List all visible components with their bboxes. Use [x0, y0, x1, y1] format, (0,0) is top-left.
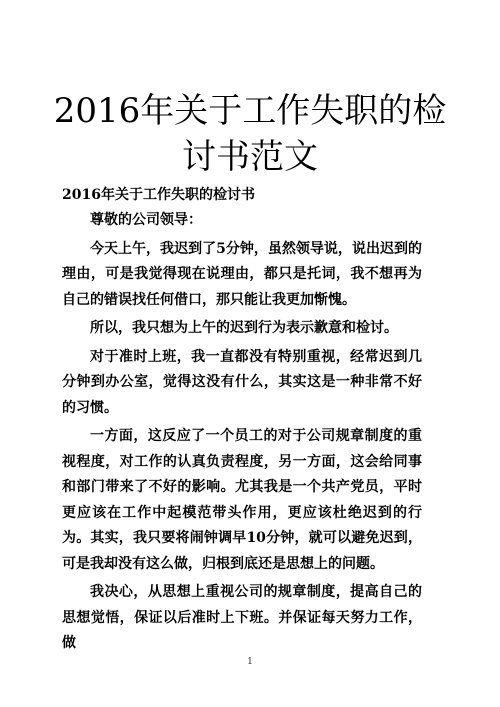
- paragraph: 所以，我只想为上午的迟到行为表示歉意和检讨。: [90, 320, 398, 336]
- paragraph: 一方面，这反应了一个员工的对于公司规章制度的重视程度，对工作的认真负责程度，另一方面，这会给同事和部门带来了不好的影响。尤其我是一个共产党员，平时更应该在工作中起模范带头作用，更应该杜绝迟到的行为。其实，我只要将闹钟调早10分钟，就可以避免迟到，可是我却没有这么做，归根到底还是思想上的问题。: [62, 428, 422, 572]
- document-subtitle: 2016年关于工作失职的检讨书: [62, 187, 255, 203]
- document-body: [62, 208, 422, 660]
- document-title: 2016年关于工作失职的检讨书范文: [53, 91, 447, 177]
- paragraph-salutation: 尊敬的公司领导：: [90, 212, 202, 228]
- paragraph: 对于准时上班，我一直都没有特别重视，经常迟到几分钟到办公室，觉得这没有什么，其实这是一种非常不好的习惯。: [62, 348, 422, 416]
- paragraph: 我决心，从思想上重视公司的规章制度，提高自己的思想觉悟，保证以后准时上下班。并保证每天努力工作，做: [62, 584, 422, 651]
- paragraph: 今天上午，我迟到了5分钟，虽然领导说，说出迟到的理由，可是我觉得现在说理由，都只是托词，我不想再为自己的错误找任何借口，那只能让我更加惭愧。: [62, 240, 422, 308]
- page-number: 1: [247, 657, 253, 667]
